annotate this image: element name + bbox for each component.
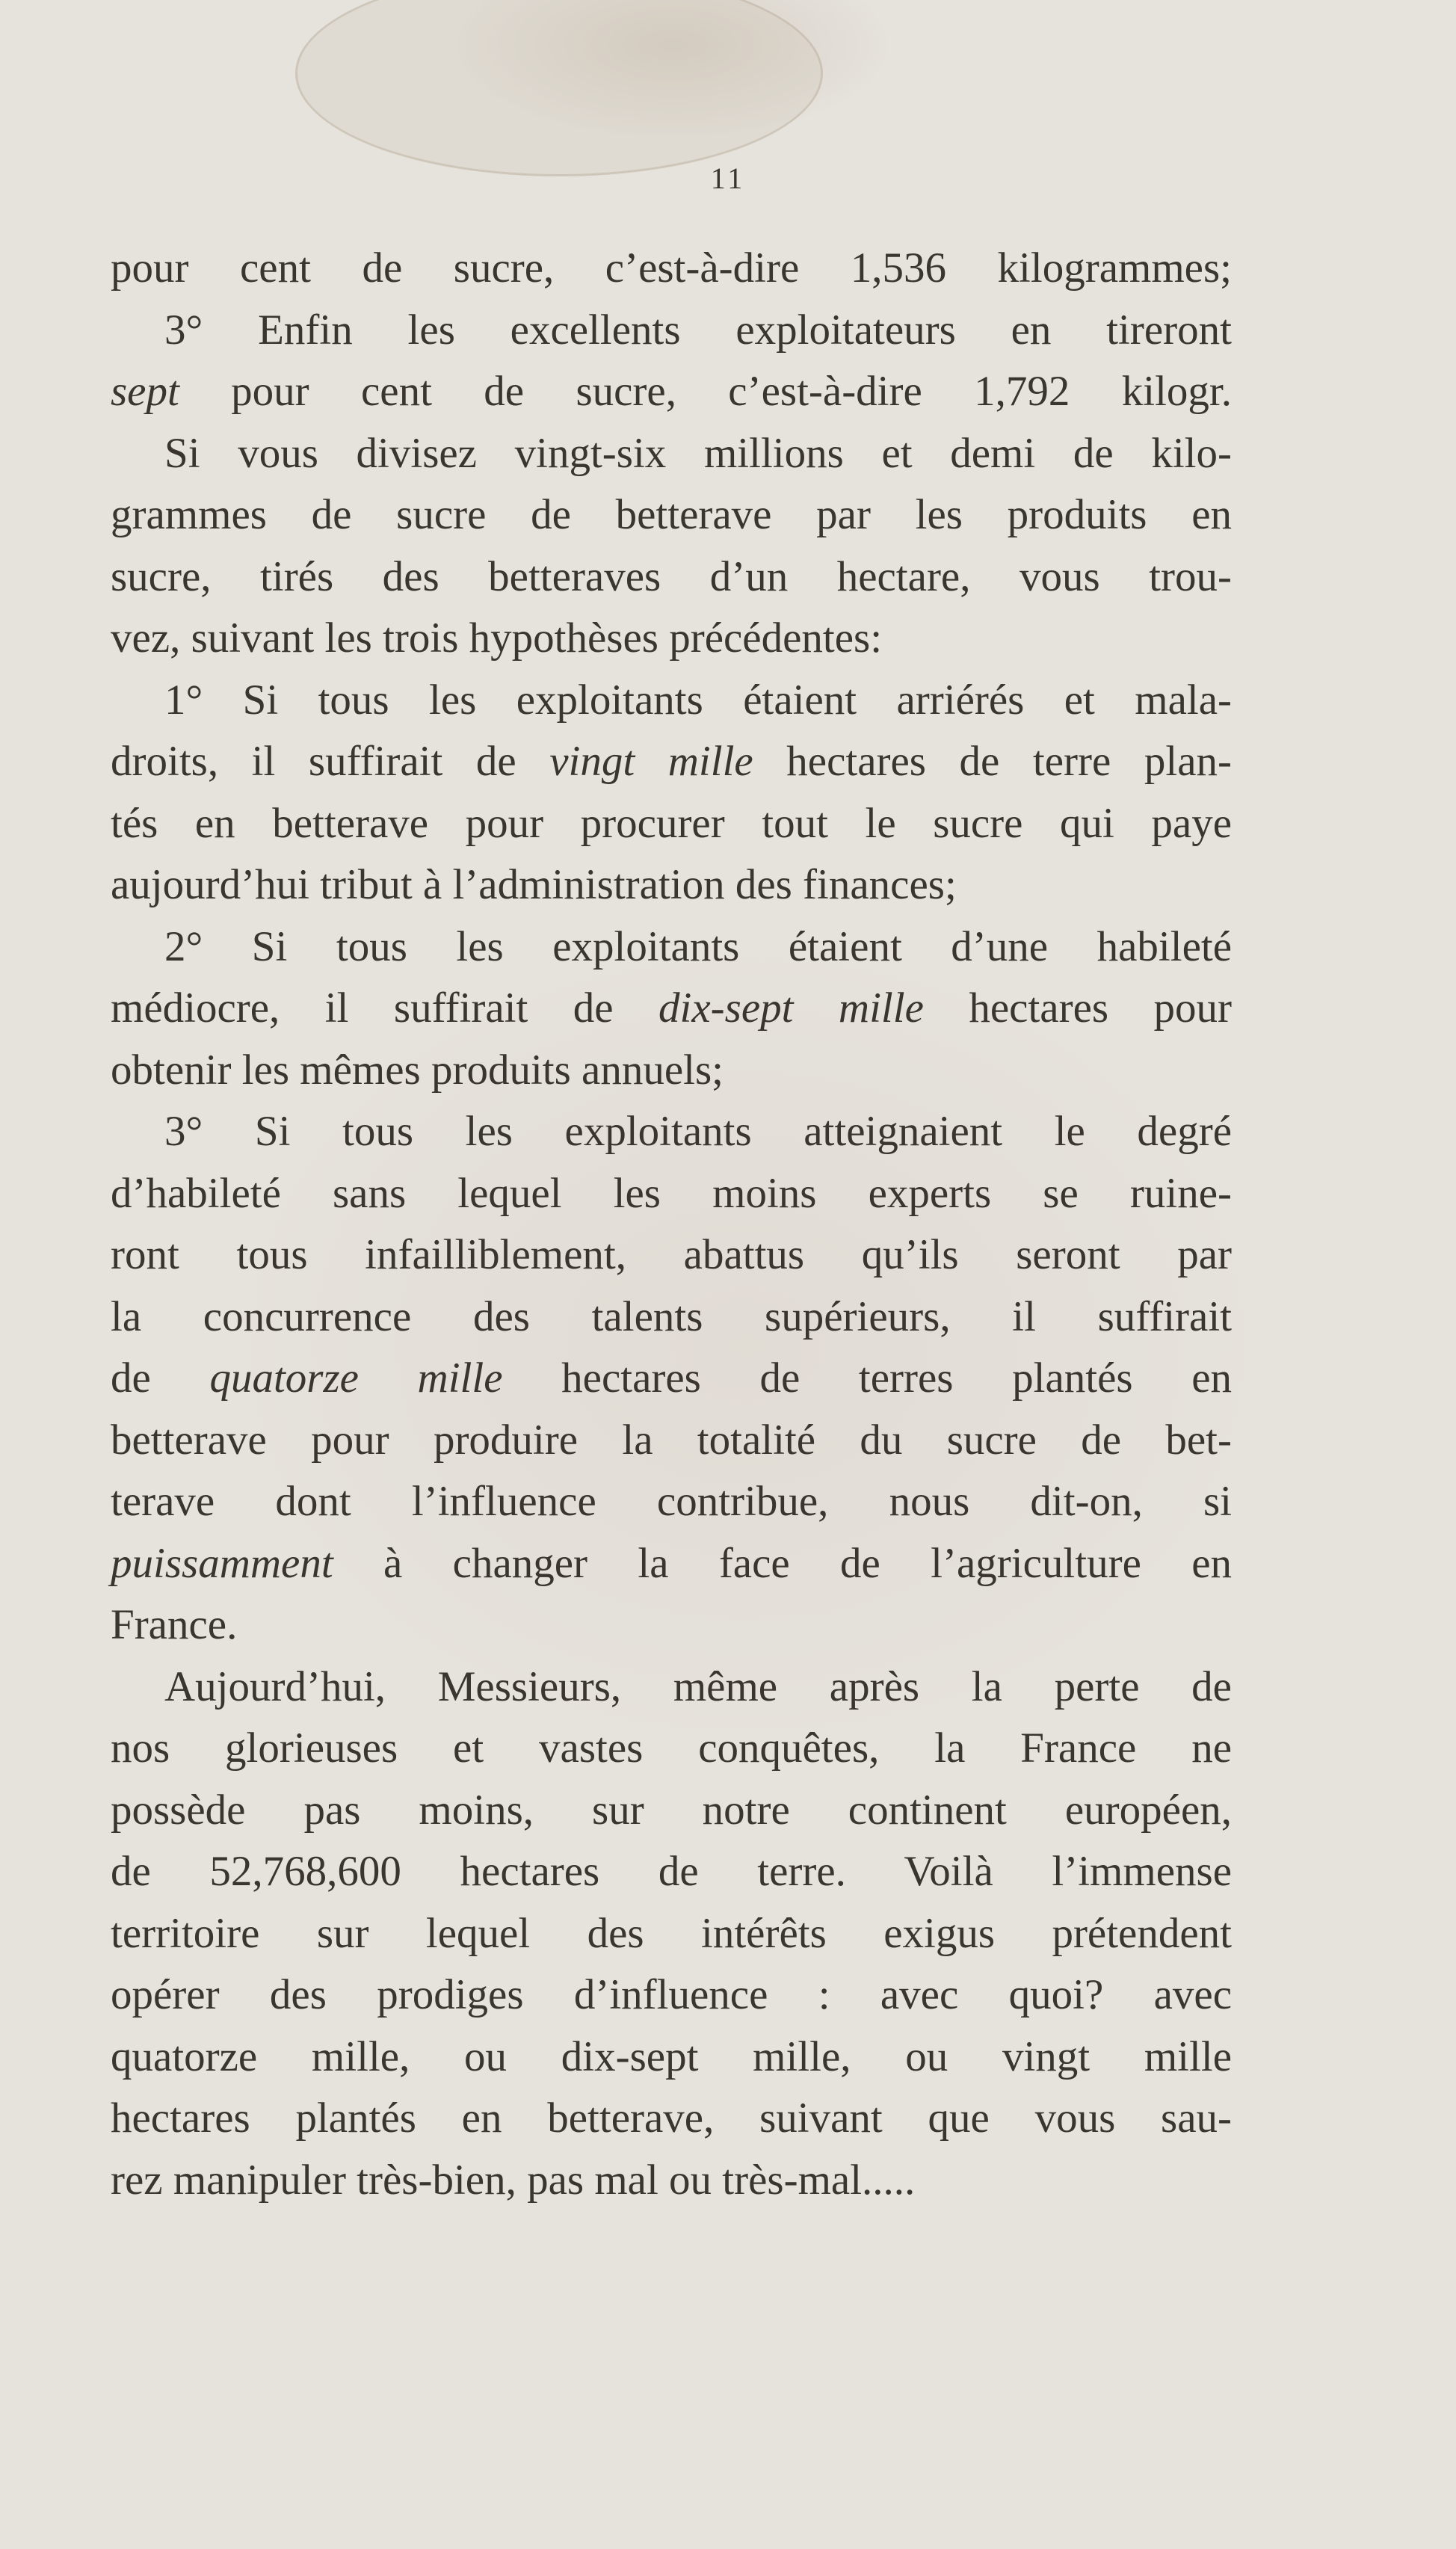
text-line xyxy=(111,1224,1232,1286)
text-span: opérer des prodiges d’influence : avec quoi? avec xyxy=(111,1971,1232,2018)
text-line xyxy=(111,1841,1232,1903)
text-span: la concurrence des talents supérieurs, il suffirait xyxy=(111,1292,1232,1340)
italic-text: quatorze mille xyxy=(209,1354,503,1402)
italic-text: puissamment xyxy=(111,1539,333,1587)
text-span: aujourd’hui tribut à l’administration des finances; xyxy=(111,861,957,908)
text-span: terave dont l’influence contribue, nous dit-on, si xyxy=(111,1478,1232,1525)
text-span: 3° Si tous les exploitants atteignaient le degré xyxy=(164,1108,1232,1155)
text-span: quatorze mille, ou dix-sept mille, ou vingt mille xyxy=(111,2032,1232,2080)
text-span: hectares pour xyxy=(923,984,1232,1032)
text-line xyxy=(111,361,1232,423)
text-span: rez manipuler très-bien, pas mal ou très-mal..... xyxy=(111,2156,916,2204)
italic-text: dix-sept mille xyxy=(658,984,924,1032)
text-span: pour cent de sucre, c’est-à-dire 1,792 kilogr. xyxy=(179,368,1232,415)
italic-text: vingt mille xyxy=(549,738,753,785)
text-span: 3° Enfin les excellents exploitateurs en tireront xyxy=(164,306,1232,354)
text-line xyxy=(111,2026,1232,2089)
text-line xyxy=(111,423,1232,485)
text-line xyxy=(111,2150,1232,2212)
text-span: ront tous infailliblement, abattus qu’ils seront par xyxy=(111,1231,1232,1278)
text-span: 2° Si tous les exploitants étaient d’une habileté xyxy=(164,922,1232,970)
text-span: de 52,768,600 hectares de terre. Voilà l’immense xyxy=(111,1848,1232,1895)
italic-text: sept xyxy=(111,368,179,415)
text-span: Si vous divisez vingt-six millions et demi de kilo- xyxy=(164,429,1232,477)
page-stain xyxy=(295,0,823,176)
text-line xyxy=(111,1594,1232,1656)
text-line xyxy=(111,1040,1232,1102)
text-line xyxy=(111,546,1232,608)
text-span: à changer la face de l’agriculture en xyxy=(333,1539,1232,1587)
text-line xyxy=(111,1471,1232,1533)
text-line xyxy=(111,1163,1232,1225)
text-span: hectares de terres plantés en xyxy=(502,1354,1232,1402)
text-line xyxy=(111,670,1232,732)
text-line xyxy=(111,300,1232,362)
text-line xyxy=(111,1410,1232,1472)
text-span: obtenir les mêmes produits annuels; xyxy=(111,1046,724,1094)
text-line xyxy=(111,731,1232,793)
text-line xyxy=(111,238,1232,300)
text-span: nos glorieuses et vastes conquêtes, la France ne xyxy=(111,1724,1232,1772)
text-span: pour cent de sucre, c’est-à-dire 1,536 kilogrammes; xyxy=(111,244,1232,292)
text-line xyxy=(111,1533,1232,1595)
text-line xyxy=(111,608,1232,670)
text-line xyxy=(111,1101,1232,1163)
text-line xyxy=(111,854,1232,916)
text-line xyxy=(111,793,1232,855)
text-span: 1° Si tous les exploitants étaient arriérés et mala- xyxy=(164,676,1232,724)
text-span: hectares plantés en betterave, suivant que vous sau- xyxy=(111,2095,1232,2142)
text-line xyxy=(111,1964,1232,2026)
text-span: de xyxy=(111,1354,210,1402)
text-span: France. xyxy=(111,1601,238,1648)
text-line xyxy=(111,2088,1232,2150)
text-line xyxy=(111,978,1232,1040)
text-line xyxy=(111,1348,1232,1410)
text-span: vez, suivant les trois hypothèses précédentes: xyxy=(111,614,883,662)
text-span: médiocre, il suffirait de xyxy=(111,984,659,1032)
text-line xyxy=(111,1286,1232,1349)
text-span: betterave pour produire la totalité du sucre de bet- xyxy=(111,1416,1232,1464)
text-line xyxy=(111,1903,1232,1965)
text-span: sucre, tirés des betteraves d’un hectare, vous trou- xyxy=(111,552,1232,600)
text-span: territoire sur lequel des intérêts exigus prétendent xyxy=(111,1909,1232,1957)
text-span: d’habileté sans lequel les moins experts se ruine- xyxy=(111,1169,1232,1217)
body-text xyxy=(111,238,1232,2211)
text-line xyxy=(111,1780,1232,1842)
text-span: possède pas moins, sur notre continent européen, xyxy=(111,1786,1232,1834)
text-span: tés en betterave pour procurer tout le sucre qui paye xyxy=(111,799,1232,847)
page-number: 11 xyxy=(710,161,746,195)
text-span: hectares de terre plan- xyxy=(753,738,1232,785)
text-line xyxy=(111,1656,1232,1719)
text-line xyxy=(111,484,1232,546)
text-span: droits, il suffirait de xyxy=(111,738,550,785)
text-span: Aujourd’hui, Messieurs, même après la perte de xyxy=(164,1662,1232,1710)
text-line xyxy=(111,1718,1232,1780)
text-line xyxy=(111,916,1232,978)
text-span: grammes de sucre de betterave par les produits en xyxy=(111,491,1232,538)
